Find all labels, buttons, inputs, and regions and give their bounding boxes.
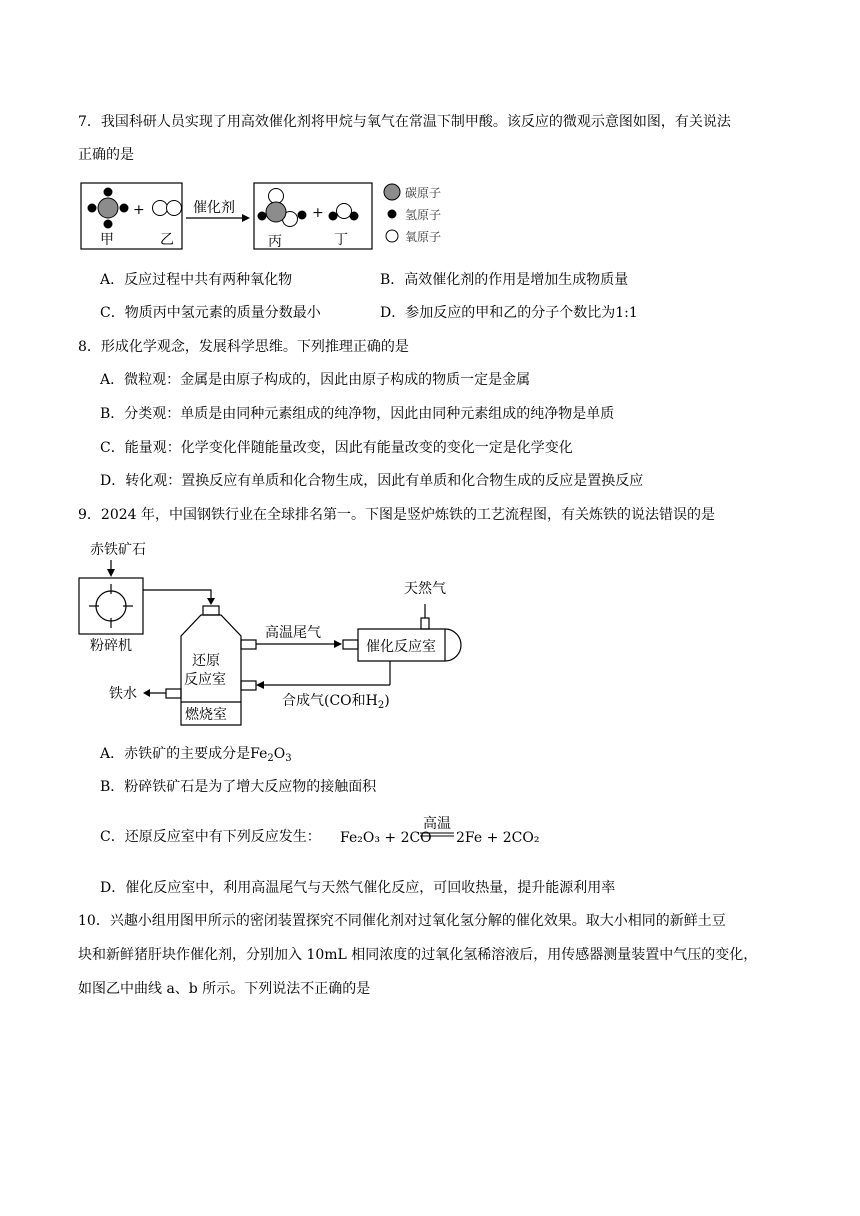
syngas-label: 合成气(CO和$H_2$) — [282, 693, 390, 711]
q7-option-b: B．高效催化剂的作用是增加生成物质量 — [380, 272, 629, 288]
q8-option-d: D．转化观：置换反应有单质和化合物生成，因此有单质和化合物生成的反应是置换反应 — [100, 473, 644, 489]
catalytic-room-label: 催化反应室 — [366, 639, 436, 655]
natural-gas-label: 天然气 — [404, 581, 446, 597]
molten-iron-label: 铁水 — [109, 686, 137, 702]
q9-option-b: B．粉碎铁矿石是为了增大反应物的接触面积 — [100, 779, 377, 795]
q9-stem: 9．2024 年，中国钢铁行业在全球排名第一。下图是竖炉炼铁的工艺流程图，有关炼铁的说法错误的是 — [78, 507, 715, 523]
reduction-label-1: 还原 — [192, 653, 220, 669]
legend-oxygen: 氧原子 — [405, 230, 442, 244]
combustion-label: 燃烧室 — [185, 707, 227, 723]
q10-line3: 如图乙中曲线 a、b 所示。下列说法不正确的是 — [78, 981, 371, 997]
equation-right: 2Fe + 2CO₂ — [456, 830, 540, 846]
label-ding: 丁 — [334, 232, 348, 248]
hematite-label: 赤铁矿石 — [90, 542, 146, 558]
q7-option-a: A．反应过程中共有两种氧化物 — [100, 272, 293, 288]
plus-sign-right: + — [312, 205, 324, 221]
legend-carbon: 碳原子 — [405, 186, 442, 200]
plus-sign-left: + — [133, 202, 145, 218]
reduction-label-2: 反应室 — [184, 672, 226, 688]
legend-hydrogen: 氢原子 — [405, 208, 442, 222]
q8-stem: 8．形成化学观念，发展科学思维。下列推理正确的是 — [78, 339, 409, 355]
q9-option-c: C．还原反应室中有下列反应发生： — [100, 829, 321, 845]
q9-option-d: D．催化反应室中，利用高温尾气与天然气催化反应，可回收热量，提升能源利用率 — [100, 880, 616, 896]
label-bing: 丙 — [268, 234, 282, 250]
q9-option-a: A．赤铁矿的主要成分是$Fe_2O_3$ — [100, 746, 292, 764]
q7-stem-line2: 正确的是 — [78, 147, 134, 163]
q7-option-d: D．参加反应的甲和乙的分子个数比为1:1 — [380, 305, 638, 321]
hot-gas-label: 高温尾气 — [265, 625, 321, 641]
label-jia: 甲 — [100, 232, 114, 248]
q7-option-c: C．物质丙中氢元素的质量分数最小 — [100, 305, 321, 321]
q8-option-b: B．分类观：单质是由同种元素组成的纯净物，因此由同种元素组成的纯净物是单质 — [100, 406, 615, 422]
equation-left: Fe₂O₃ + 2CO — [340, 830, 432, 846]
crusher-label: 粉碎机 — [90, 638, 132, 654]
q8-option-c: C．能量观：化学变化伴随能量改变，因此有能量改变的变化一定是化学变化 — [100, 440, 573, 456]
q10-line2: 块和新鲜猪肝块作催化剂，分别加入 10mL 相同浓度的过氧化氢稀溶液后，用传感器测量装置中气压的变化， — [78, 947, 758, 963]
q8-option-a: A．微粒观：金属是由原子构成的，因此由原子构成的物质一定是金属 — [100, 372, 531, 388]
label-yi: 乙 — [160, 232, 174, 248]
q10-line1: 10．兴趣小组用图甲所示的密闭装置探究不同催化剂对过氧化氢分解的催化效果。取大小相同的新鲜土豆 — [78, 913, 726, 929]
equation-condition: 高温 — [423, 816, 451, 832]
q7-stem-line1: 7．我国科研人员实现了用高效催化剂将甲烷与氧气在常温下制甲酸。该反应的微观示意图如图，有关说法 — [78, 114, 731, 130]
catalyst-label: 催化剂 — [193, 200, 235, 216]
